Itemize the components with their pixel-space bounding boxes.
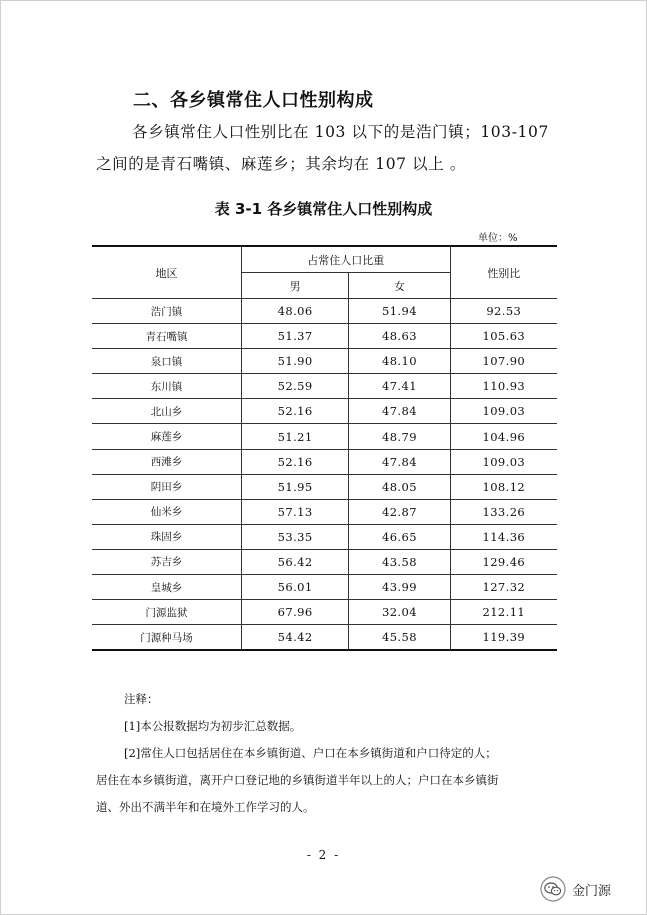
cell-male: 54.42 [242,625,349,651]
cell-area: 仙米乡 [92,499,242,524]
table-row [92,324,557,349]
cell-male: 52.59 [242,374,349,399]
cell-area: 东川镇 [92,374,242,399]
cell-female: 47.84 [349,449,450,474]
table-row [92,549,557,574]
cell-male: 51.37 [242,324,349,349]
cell-ratio: 129.46 [450,549,557,574]
cell-female: 48.05 [349,474,450,499]
cell-area: 泉口镇 [92,349,242,374]
table-row [92,524,557,549]
note-1: [1]本公报数据均为初步汇总数据。 [124,719,302,733]
watermark-text: 金门源 [572,883,612,899]
section-heading: 二、各乡镇常住人口性别构成 [133,90,374,111]
cell-area: 北山乡 [92,399,242,424]
cell-ratio: 109.03 [450,399,557,424]
cell-area: 浩门镇 [92,299,242,324]
cell-ratio: 105.63 [450,324,557,349]
cell-ratio: 110.93 [450,374,557,399]
paragraph-line-2: 之间的是青石嘴镇、麻莲乡；其余均在 107 以上 。 [96,155,466,173]
table-row [92,575,557,600]
table-row [92,499,557,524]
header-ratio: 性别比 [450,246,557,299]
table-row [92,374,557,399]
cell-ratio: 107.90 [450,349,557,374]
cell-area: 麻莲乡 [92,424,242,449]
cell-area: 阴田乡 [92,474,242,499]
cell-area: 青石嘴镇 [92,324,242,349]
cell-area: 皇城乡 [92,575,242,600]
cell-male: 51.90 [242,349,349,374]
note-2-line-2: 居住在本乡镇街道，离开户口登记地的乡镇街道半年以上的人；户口在本乡镇街 [96,773,499,787]
table-row [92,625,557,651]
watermark [540,876,611,902]
table-row [92,299,557,324]
table-row [92,424,557,449]
header-share: 占常住人口比重 [242,246,451,273]
cell-area: 苏吉乡 [92,549,242,574]
table-body [92,299,557,651]
cell-ratio: 104.96 [450,424,557,449]
cell-male: 67.96 [242,600,349,625]
cell-male: 51.21 [242,424,349,449]
wechat-icon [540,876,566,902]
cell-ratio: 92.53 [450,299,557,324]
cell-male: 56.42 [242,549,349,574]
table-title: 表 3-1 各乡镇常住人口性别构成 [214,200,433,218]
cell-area: 珠固乡 [92,524,242,549]
cell-ratio: 108.12 [450,474,557,499]
cell-ratio: 119.39 [450,625,557,651]
notes-title: 注释： [124,692,159,706]
table-row [92,474,557,499]
cell-female: 48.63 [349,324,450,349]
cell-area: 门源种马场 [92,625,242,651]
note-2-line-1: [2]常住人口包括居住在本乡镇街道、户口在本乡镇街道和户口待定的人； [124,746,497,760]
header-female: 女 [349,273,450,299]
cell-female: 32.04 [349,600,450,625]
table-row [92,349,557,374]
cell-ratio: 127.32 [450,575,557,600]
note-2-line-3: 道、外出不满半年和在境外工作学习的人。 [96,800,315,814]
cell-ratio: 109.03 [450,449,557,474]
cell-female: 47.41 [349,374,450,399]
cell-male: 52.16 [242,399,349,424]
cell-female: 43.58 [349,549,450,574]
page-number: - 2 - [306,848,341,862]
table-unit: 单位：% [478,233,518,244]
cell-female: 43.99 [349,575,450,600]
table-row [92,600,557,625]
cell-male: 53.35 [242,524,349,549]
cell-female: 47.84 [349,399,450,424]
notes [96,686,564,821]
cell-female: 48.79 [349,424,450,449]
cell-female: 45.58 [349,625,450,651]
header-male: 男 [242,273,349,299]
header-area: 地区 [92,246,242,299]
cell-ratio: 212.11 [450,600,557,625]
cell-area: 门源监狱 [92,600,242,625]
cell-female: 48.10 [349,349,450,374]
table-row [92,449,557,474]
cell-female: 42.87 [349,499,450,524]
section-paragraph [96,116,556,180]
sex-composition-table [92,245,557,651]
paragraph-line-1: 各乡镇常住人口性别比在 103 以下的是浩门镇；103-107 [132,123,549,141]
cell-female: 51.94 [349,299,450,324]
cell-male: 57.13 [242,499,349,524]
cell-male: 51.95 [242,474,349,499]
cell-female: 46.65 [349,524,450,549]
table-row [92,399,557,424]
cell-male: 52.16 [242,449,349,474]
cell-male: 56.01 [242,575,349,600]
cell-male: 48.06 [242,299,349,324]
cell-ratio: 133.26 [450,499,557,524]
cell-ratio: 114.36 [450,524,557,549]
cell-area: 西滩乡 [92,449,242,474]
